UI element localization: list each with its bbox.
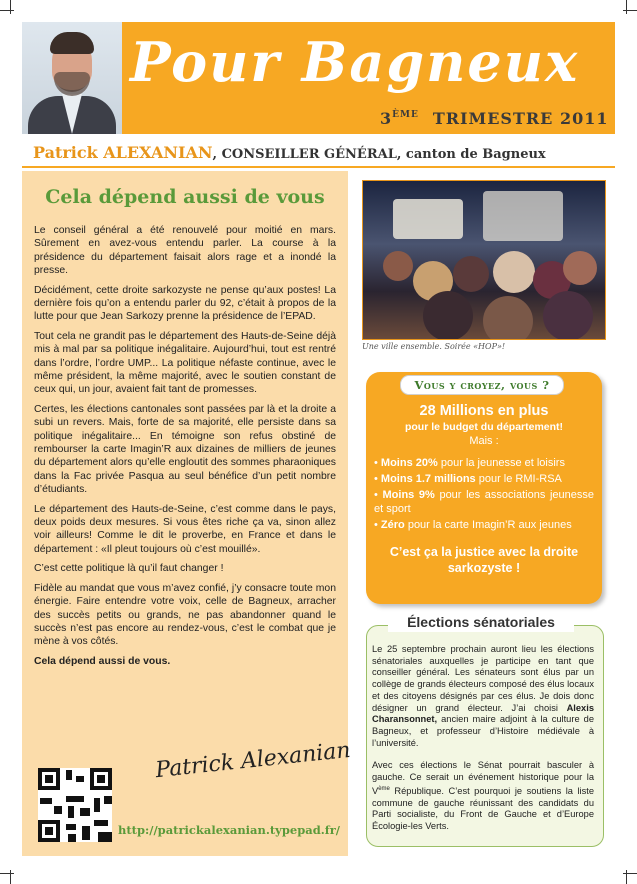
header-divider — [22, 166, 615, 168]
budget-mais: Mais : — [469, 435, 499, 447]
senate-heading: Élections sénatoriales — [388, 612, 574, 632]
editorial-heading: Cela dépend aussi de vous — [45, 186, 325, 208]
crop-mark — [623, 10, 637, 11]
senate-paragraph: Le 25 septembre prochain auront lieu les élections sénatoriales auxquelles je participe en tant que conseiller général. Les sénateurs sont élus par un collège de grands électeurs composé des élus locaux et des citoyens désignés par ces élus. Je dois donc désigner un grand électeur. J’ai choisi Alexis Charansonnet, ancien maire adjoint à la culture de Bagneux, et professeur d’Histoire médiévale à l’université. — [372, 644, 594, 748]
issue-quarter: 3ÈME TRIMESTRE 2011 — [380, 109, 609, 128]
editorial-paragraph: Le conseil général a été renouvelé pour moitié en mars. Sûrement en avez-vous entendu parler. La course à la présidence du département faisait alors rage et a inondé la presse. — [34, 225, 336, 276]
crop-mark — [0, 10, 14, 11]
editorial-paragraph: Certes, les élections cantonales sont passées par là et la droite a subi un revers. Mais, forte de sa majorité, elle persiste dans sa politique inégalitaire... En témoigne son refus obstiné de rembourser la carte Imagin’R aux dizaines de milliers de jeunes du département alors qu’elle engloutit des sommes pharaoniques dans la Fac privée Pasqua au seul bénéfice d’un petit nombre d’étudiants. — [34, 404, 336, 495]
crop-mark — [10, 0, 11, 14]
photo-caption: Une ville ensemble. Soirée «HOP»! — [362, 342, 506, 351]
editorial-paragraph: Décidément, cette droite sarkozyste ne pense qu’aux postes! La dernière fois qu’on a entendu parler du 92, c’était à propos de la lutte pour que Jean Sarkozy prenne la présidence de l’EPAD. — [34, 284, 336, 323]
editorial-paragraph: Tout cela ne grandit pas le département des Hauts-de-Seine déjà mis à mal par sa politique inégalitaire. Aujourd’hui, tout est rentré dans l’ordre, l’ordre UMP... La politique néfaste continue, avec le même président, la même majorité, avec le soutien constant de ceux qui, un jour, avaient fait tant de promesses. — [34, 331, 336, 396]
crop-mark — [626, 0, 627, 14]
senate-body — [372, 644, 594, 844]
crop-mark — [0, 873, 14, 874]
budget-conclusion: C’est ça la justice avec la droite sarkozyste ! — [389, 545, 579, 575]
budget-item: • Moins 20% pour la jeunesse et loisirs — [374, 457, 565, 469]
budget-headline: 28 Millions en plus — [419, 403, 549, 419]
budget-box-content — [374, 402, 594, 576]
author-name: Patrick ALEXANIAN — [33, 143, 213, 162]
signature: Patrick Alexanian — [154, 737, 352, 784]
author-role: , CONSEILLER GÉNÉRAL, canton de Bagneux — [212, 147, 546, 162]
editorial-paragraph: Fidèle au mandat que vous m’avez confié, j’y consacre toute mon énergie. Faire entendre votre voix, celle de Bagneux, arracher des succès petits ou grands, ne pas abandonner quand le succès n’est pas encore au rendez-vous, c’est le combat que je mène à vos côtés. — [34, 583, 336, 648]
senate-paragraph: Avec ces élections le Sénat pourrait basculer à gauche. Ce serait un événement historique pour la Vème République. C’est pourquoi je soutiens la liste commune de gauche réunissant des candidats du Parti socialiste, du Front de Gauche et d’Europe Écologie-les Verts. — [372, 760, 594, 831]
editorial-paragraph: Le département des Hauts-de-Seine, c’est comme dans le pays, deux poids deux mesures. Si vous êtes riche ça va, sinon allez voir ailleurs! Comme le dit le proverbe, en France et dans le département : «Il pleut toujours où c’est mouillé». — [34, 503, 336, 555]
editorial-closing: Cela dépend aussi de vous. — [34, 656, 171, 668]
newsletter-title: Pour Bagneux — [130, 30, 580, 94]
website-link[interactable]: http://patrickalexanian.typepad.fr/ — [118, 823, 340, 837]
author-photo — [22, 22, 122, 134]
budget-subline: pour le budget du département! — [404, 421, 564, 433]
budget-item: • Moins 9% pour les associations jeunesse et sport — [374, 489, 594, 515]
budget-box-title: Vous y croyez, vous ? — [400, 375, 564, 395]
budget-item: • Zéro pour la carte Imagin’R aux jeunes — [374, 519, 572, 531]
budget-item: • Moins 1.7 millions pour le RMI-RSA — [374, 473, 562, 485]
qr-code — [38, 768, 112, 842]
crop-mark — [623, 873, 637, 874]
author-byline — [33, 143, 546, 162]
editorial-body — [34, 224, 336, 675]
editorial-paragraph: C’est cette politique là qu’il faut changer ! — [34, 563, 224, 575]
event-photo — [362, 180, 606, 340]
